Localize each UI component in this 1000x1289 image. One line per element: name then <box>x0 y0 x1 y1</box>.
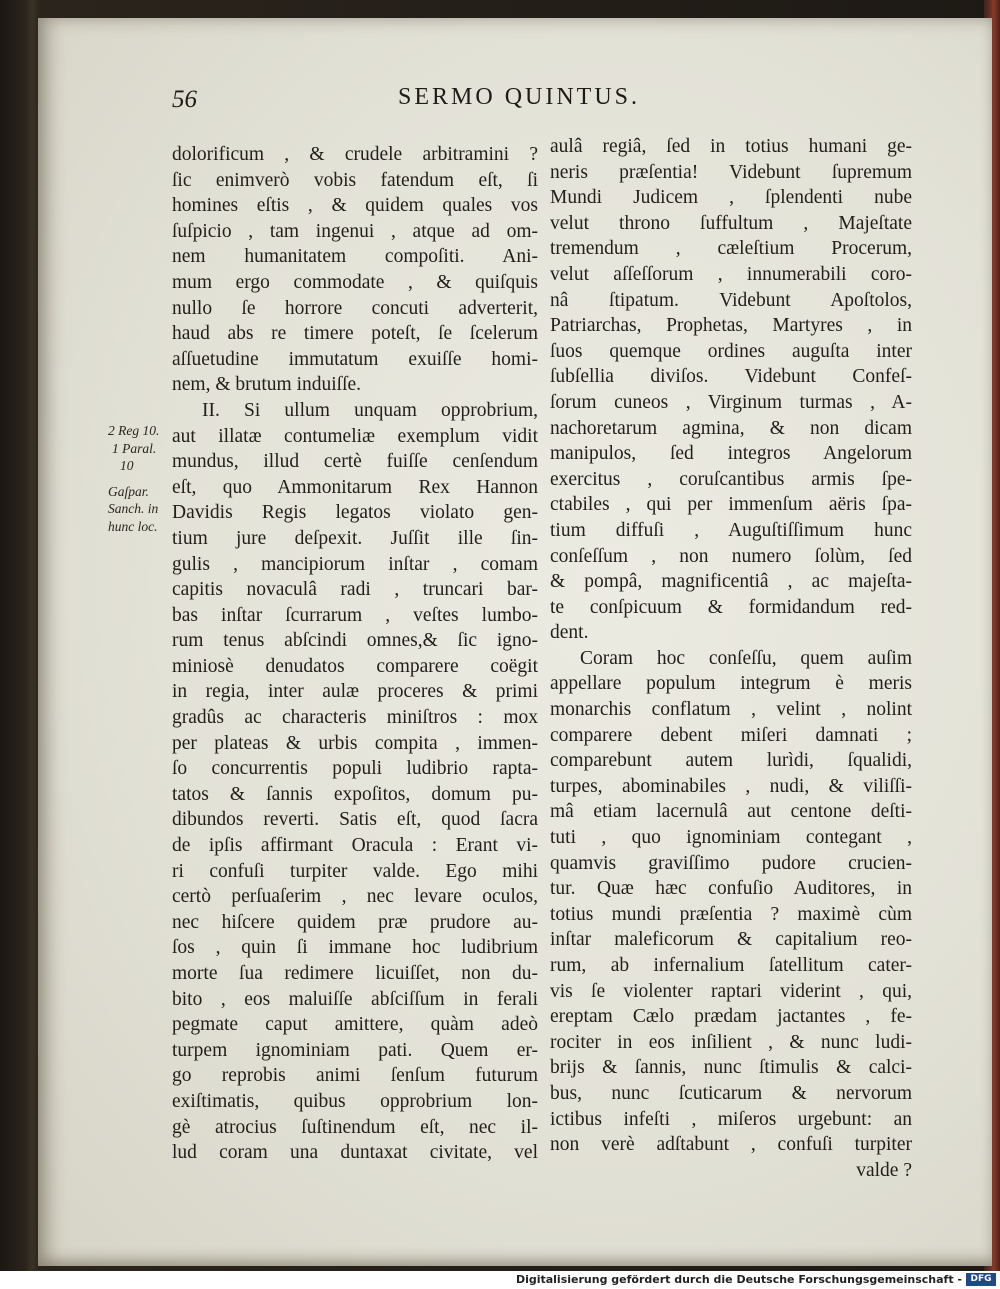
text-line: brijs & ſannis, nunc ſtimulis & calci- <box>550 1057 912 1079</box>
text-line: ictibus infeſti , miſeros urgebunt: an <box>550 1108 912 1130</box>
page-number: 56 <box>172 86 197 113</box>
text-line: exercitus , coruſcantibus armis ſpe- <box>550 468 912 490</box>
text-line: tuti , quo ignominiam contegant , <box>550 827 912 849</box>
margin-note: 2 Reg 10. <box>108 423 160 438</box>
margin-note: hunc loc. <box>108 518 158 534</box>
digitization-credit: Digitalisierung gefördert durch die Deutsche Forschungsgemeinschaft - <box>515 1273 962 1286</box>
text-line: tremendum , cæleſtium Procerum, <box>550 238 912 260</box>
text-line: nem, & brutum induiſſe. <box>172 374 362 396</box>
text-line: dibundos reverti. Satis eſt, quod ſacra <box>172 809 538 831</box>
text-line: mum ergo commodate , & quiſquis <box>172 271 538 293</box>
text-line: Davidis Regis legatos violato gen- <box>172 502 538 524</box>
text-line: II. Si ullum unquam opprobrium, <box>202 399 538 421</box>
text-line: velut throno ſuffultum , Majeſtate <box>550 212 912 234</box>
text-line: Patriarchas, Prophetas, Martyres , in <box>550 315 912 337</box>
text-line: aut illatæ contumeliæ exemplum vidit <box>172 425 538 447</box>
text-line: homines eſtis , & quidem quales vos <box>172 195 538 217</box>
text-line: inſtar maleficorum & capitalium reo- <box>550 929 912 951</box>
text-line: ſuos quemque ordines auguſta inter <box>550 340 912 362</box>
text-line: vis ſe violenter raptari viderint , qui, <box>550 980 912 1002</box>
text-line: ſic enimverò vobis fatendum eſt, ſi <box>172 169 538 191</box>
text-line: ſos , quin ſi immane hoc ludibrium <box>172 937 538 959</box>
text-line: per plateas & urbis compita , immen- <box>172 732 538 754</box>
text-line: ſo concurrentis populi ludibrio rapta- <box>172 758 538 780</box>
text-line: non verè adſtabunt , confuſi turpiter <box>550 1134 912 1156</box>
text-line: tium diffuſi , Auguſtiſſimum hunc <box>550 519 912 541</box>
margin-note: 1 Paral. <box>112 440 157 456</box>
text-line: turpem ignominiam pati. Quem er- <box>172 1039 538 1061</box>
text-line: exiſtimatis, quibus opprobrium lon- <box>172 1090 538 1112</box>
text-line: quamvis graviſſimo pudore crucien- <box>550 852 912 874</box>
text-line: velut aſſeſſorum , innumerabili coro- <box>550 263 912 285</box>
text-line: dolorificum , & crudele arbitramini ? <box>172 144 538 165</box>
running-head <box>38 84 992 124</box>
text-line: comparebunt autem lurìdi, ſqualidi, <box>550 750 912 772</box>
text-line: manipulos, ſed integros Angelorum <box>550 443 912 465</box>
text-line: nullo ſe horrore concuti adverterit, <box>172 297 538 319</box>
text-line: comparere debent miſeri damnati ; <box>550 724 912 746</box>
text-line: ſorum cuneos , Virginum turmas , A- <box>550 391 912 413</box>
text-line: conſeſſum , non numero ſolùm, ſed <box>550 545 912 567</box>
text-line: eſt, quo Ammonitarum Rex Hannon <box>172 476 538 498</box>
text-line: pegmate caput amittere, quàm adeò <box>172 1014 538 1036</box>
margin-note: Sanch. in <box>108 501 159 517</box>
text-line: rum tenus abſcindi omnes,& ſic igno- <box>172 630 538 652</box>
text-line: aulâ regiâ, ſed in totius humani ge- <box>550 136 912 157</box>
text-line: nachoretarum agmina, & non dicam <box>550 417 912 439</box>
text-line: gulis , mancipiorum inſtar , comam <box>172 553 538 575</box>
text-line: bus, nunc ſcuticarum & nervorum <box>550 1082 912 1104</box>
text-line: ri confuſi turpiter valde. Ego mihi <box>172 860 538 882</box>
text-line: neris præſentia! Videbunt ſupremum <box>550 161 912 183</box>
text-line: morte ſua redimere licuiſſet, non du- <box>172 963 538 984</box>
text-line: tium jure deſpexit. Juſſit ille ſin- <box>172 527 538 549</box>
margin-note: 10 <box>120 458 134 474</box>
text-line: ſubſellia diviſos. Videbunt Confeſ- <box>550 366 912 388</box>
text-line: in regia, inter aulæ proceres & primi <box>172 681 538 703</box>
text-line: gè atrocius ſuſtinendum eſt, nec il- <box>172 1116 538 1138</box>
text-line: haud abs re timere poteſt, ſe ſcelerum <box>172 323 538 345</box>
text-line: valde ? <box>856 1159 912 1181</box>
text-line: totius mundi præſentia ? maximè cùm <box>550 903 912 925</box>
text-line: rociter in eos inſilient , & nunc ludi- <box>550 1031 912 1053</box>
text-line: ſuſpicio , tam ingenui , atque ad om- <box>172 220 538 242</box>
text-line: ctabiles , qui per immenſum aëris ſpa- <box>550 494 912 516</box>
text-line: mâ etiam lacernulâ aut centone deſti- <box>550 801 912 823</box>
text-line: appellare populum integrum è meris <box>550 673 912 695</box>
dfg-logo: DFG <box>966 1273 996 1286</box>
text-line: Coram hoc conſeſſu, quem auſim <box>580 647 912 669</box>
text-line: go reprobis animi ſenſum futurum <box>172 1065 538 1087</box>
text-line: dent. <box>550 622 589 644</box>
text-line: nem humanitatem compoſiti. Ani- <box>172 246 538 268</box>
text-line: & pompâ, magnificentiâ , ac majeſta- <box>550 571 912 593</box>
text-line: capitis novaculâ radi , truncari bar- <box>172 579 538 601</box>
text-line: bito , eos maluiſſe abſciſſum in ferali <box>172 988 538 1010</box>
text-line: tur. Quæ hæc confuſio Auditores, in <box>550 878 912 900</box>
text-line: Mundi Judicem , ſplendenti nube <box>550 187 912 209</box>
text-line: mundus, illud certè fuiſſe cenſendum <box>172 451 538 473</box>
text-line: lud coram una duntaxat civitate, vel <box>172 1142 538 1164</box>
book-page <box>38 18 992 1266</box>
text-line: ereptam Cælo prædam jactantes , fe- <box>550 1006 912 1028</box>
text-line: de ipſis affirmant Oracula : Erant vi- <box>172 835 538 857</box>
text-line: tatos & ſannis expoſitos, domum pu- <box>172 783 538 805</box>
margin-note: Gaſpar. <box>108 483 149 499</box>
footer-bar <box>0 1271 1000 1289</box>
text-line: aſſuetudine immutatum exuiſſe homi- <box>172 348 538 370</box>
text-line: turpes, abominabiles , nudi, & viliſſi- <box>550 775 912 797</box>
running-head-title: SERMO QUINTUS. <box>398 84 641 110</box>
right-text-column <box>550 134 912 1183</box>
text-line: nec hiſcere quidem præ prudore au- <box>172 911 538 933</box>
text-line: rum, ab infernalium ſatellitum cater- <box>550 955 912 976</box>
text-line: monarchis conflatum , velint , nolint <box>550 699 912 721</box>
left-text-column <box>172 142 538 1166</box>
text-line: te conſpicuum & formidandum red- <box>550 596 912 618</box>
text-line: certò perſuaſerim , nec levare oculos, <box>172 886 538 908</box>
text-line: gradûs ac characteris miniſtros : mox <box>172 707 538 729</box>
text-line: nâ ſtipatum. Videbunt Apoſtolos, <box>550 289 912 311</box>
text-line: miniosè denudatos comparere coëgit <box>172 655 538 677</box>
text-line: bas inſtar ſcurrarum , veſtes lumbo- <box>172 604 538 626</box>
